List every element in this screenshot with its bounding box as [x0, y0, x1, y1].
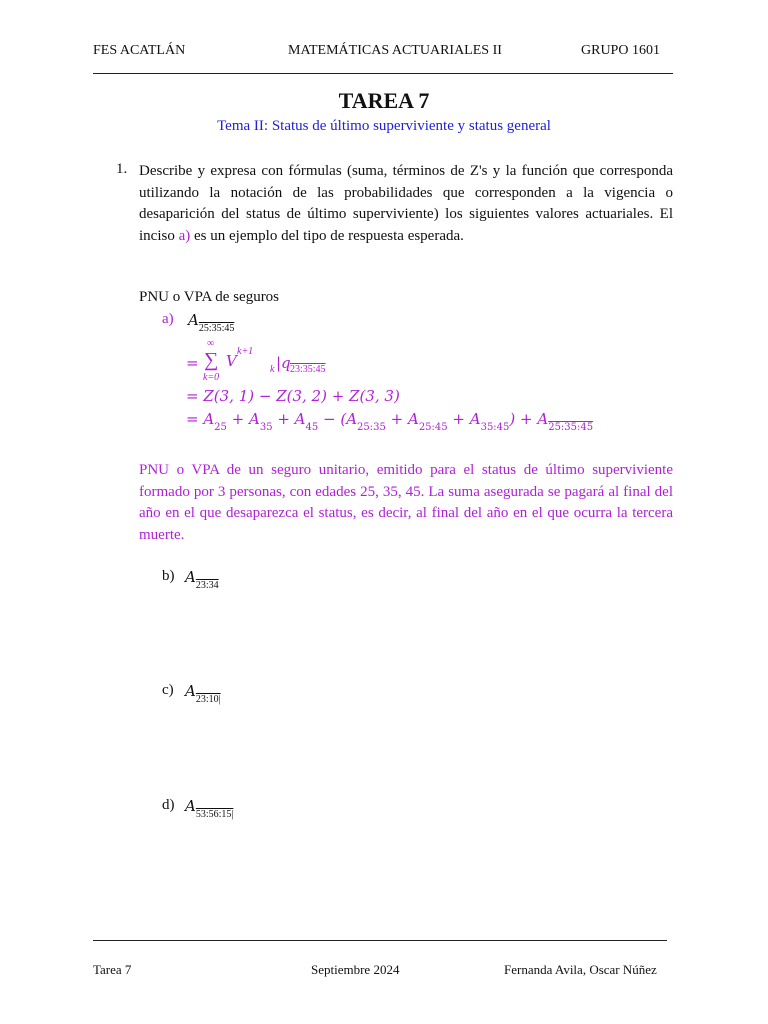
question-main-text: Describe y expresa con fórmulas (suma, términos de Z's y la función que corresponda utilizando la notación de las probabilidades que corresponden a la vigencia o desaparición del status de último superviviente) los siguientes valores actuariales. El inciso — [139, 163, 673, 244]
item-d-label: d) — [162, 797, 175, 813]
item-c-symbol: $A_{23:10|}$ — [185, 682, 221, 705]
footer-left: Tarea 7 — [93, 962, 132, 977]
equation-expanded: = $A_{25} + A_{35} + A_{45} - (A_{25:35} + A_{25:45} + A_{35:45}) + A_{25:35:45}$ — [186, 410, 594, 433]
header-divider — [93, 73, 673, 74]
equation-sum: = ∞ ∑ k=0 V k+1 k |q 23:35:45 — [186, 338, 326, 383]
equation-z: = Z(3, 1) − Z(3, 2) + Z(3, 3) — [186, 387, 400, 405]
item-a-label: a) — [162, 311, 174, 327]
item-a-symbol: $A_{25:35:45}$ — [188, 311, 235, 334]
item-a-subscript: 25:35:45 — [198, 323, 235, 334]
section-label: PNU o VPA de seguros — [139, 289, 280, 305]
item-c-subscript: 23:10| — [195, 694, 221, 705]
footer-divider — [93, 940, 667, 941]
header-left: FES ACATLÁN — [93, 43, 186, 58]
page-title: TAREA 7 — [338, 88, 430, 113]
sum-upper: ∞ — [207, 338, 215, 349]
sum-lower: k=0 — [203, 372, 220, 383]
sigma-symbol: ∑ — [204, 349, 219, 371]
header-right: GRUPO 1601 — [581, 43, 660, 58]
question-end-text: es un ejemplo del tipo de respuesta esperada. — [194, 227, 464, 244]
header-center: MATEMÁTICAS ACTUARIALES II — [288, 43, 502, 58]
item-c-label: c) — [162, 682, 174, 698]
item-d-subscript: 53:56:15| — [195, 809, 234, 820]
question-number: 1. — [116, 161, 128, 177]
question-text — [139, 161, 673, 247]
explanation-text: PNU o VPA de un seguro unitario, emitido para el status de último superviviente formado por 3 personas, con edades 25, 35, 45. La suma asegurada se pagará al final del año en el que desaparezca el status, es decir, al final del año en el que ocurra la tercera muerte. — [139, 462, 673, 543]
footer-center: Septiembre 2024 — [311, 962, 400, 977]
item-d-symbol: $A_{53:56:15|}$ — [185, 797, 234, 820]
item-b-subscript: 23:34 — [195, 580, 219, 591]
item-b-symbol: $A_{23:34}$ — [185, 568, 219, 591]
item-b-label: b) — [162, 568, 175, 584]
question-example-ref: a) — [178, 227, 191, 244]
page-subtitle: Tema II: Status de último superviviente y status general — [217, 118, 551, 134]
footer-right: Fernanda Avila, Oscar Núñez — [504, 962, 657, 977]
